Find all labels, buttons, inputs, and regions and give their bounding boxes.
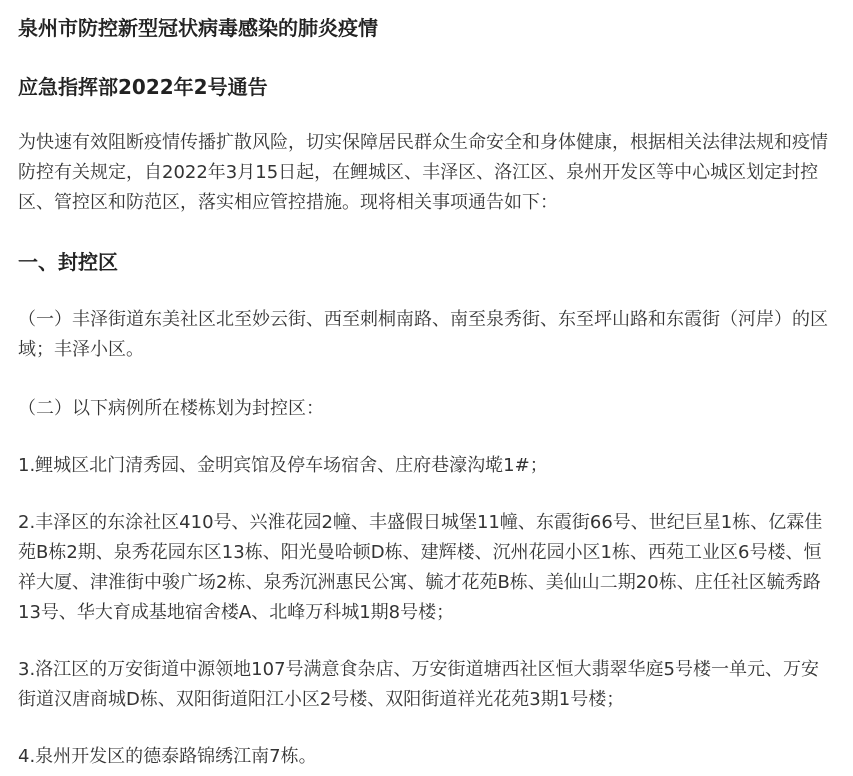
section-heading-lockdown-zone: 一、封控区 [18, 250, 118, 274]
document-title-line-2: 应急指挥部2022年2号通告 [18, 75, 268, 99]
item-one-paragraph: （一）丰泽街道东美社区北至妙云街、西至刺桐南路、南至泉秀街、东至坪山路和东霞街（河岸）的区域；丰泽小区。 [18, 309, 828, 360]
list-item-luojiang: 3.洛江区的万安街道中源领地107号满意食杂店、万安街道塘西社区恒大翡翠华庭5号楼一单元、万安街道汉唐商城D栋、双阳街道阳江小区2号楼、双阳街道祥光花苑3期1号楼； [18, 659, 819, 710]
list-item-fengze: 2.丰泽区的东涂社区410号、兴淮花园2幢、丰盛假日城堡11幢、东霞街66号、世纪巨星1栋、亿霖佳苑B栋2期、泉秀花园东区13栋、阳光曼哈顿D栋、建辉楼、沉州花园小区1栋、西苑工业区6号楼、恒祥大厦、津淮街中骏广场2栋、泉秀沉洲惠民公寓、毓才花苑B栋、美仙山二期20栋、庄任社区毓秀路13号、华大育成基地宿舍楼A、北峰万科城1期8号楼； [18, 512, 823, 623]
intro-paragraph: 为快速有效阻断疫情传播扩散风险，切实保障居民群众生命安全和身体健康，根据相关法律法规和疫情防控有关规定，自2022年3月15日起，在鲤城区、丰泽区、洛江区、泉州开发区等中心城区划定封控区、管控区和防范区，落实相应管控措施。现将相关事项通告如下： [18, 132, 828, 213]
document-title-line-1: 泉州市防控新型冠状病毒感染的肺炎疫情 [18, 16, 378, 40]
list-item-development-zone: 4.泉州开发区的德泰路锦绣江南7栋。 [18, 746, 317, 767]
list-item-licheng: 1.鲤城区北门清秀园、金明宾馆及停车场宿舍、庄府巷濠沟墘1#； [18, 455, 548, 476]
item-two-paragraph: （二）以下病例所在楼栋划为封控区： [18, 398, 324, 419]
